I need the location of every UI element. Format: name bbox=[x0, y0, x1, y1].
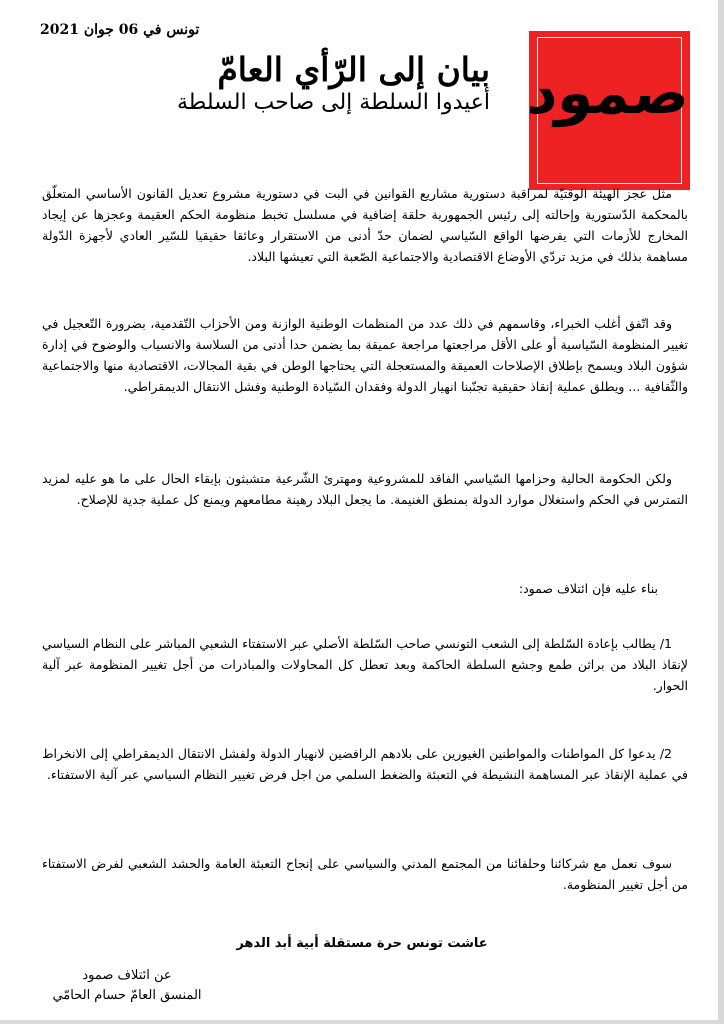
signature-org: عن ائتلاف صمود bbox=[82, 968, 172, 983]
closing-slogan: عاشت تونس حرة مستقلة أبية أبد الدهر bbox=[236, 936, 488, 951]
page-subtitle: أعيدوا السلطة إلى صاحب السلطة bbox=[176, 90, 490, 115]
demand-1: 1/ يطالب بإعادة السّلطة إلى الشعب التونسي صاحب السّلطة الأصلي عبر الاستفتاء الشعبي المباشر على النظام السياسي لإنقاذ البلاد من براثن طمع وجشع السلطة الحاكمة وبعد تعطل كل المحاولات والمبادرات من أجل تغيير المنظومة عبر آلية الحوار. bbox=[42, 636, 688, 693]
paragraph-1: مثل عجز الهيئة الوقتيّة لمراقبة دستورية مشاريع القوانين في البت في دستورية مشروع تعديل القانون الأساسي المتعلّق بالمحكمة الدّستورية وإحالته إلى رئيس الجمهورية حلقة إضافية في مسلسل تخبط منظومة الحكم العقيمة وعجزها عن إيجاد المخارج للأزمات التي يفرضها الواقع السّياسي لضمان حدّ أدنى من الاستقرار وعائقا حقيقيا للسّير العادي لأجهزة الدّولة مساهمة بذلك في مزيد تردّي الأوضاع الاقتصادية والاجتماعية الصّعبة التي تعيشها البلاد. bbox=[42, 186, 688, 264]
paragraph-7: سوف نعمل مع شركائنا وحلفائنا من المجتمع المدني والسياسي على إنجاح التعبئة العامة والحشد الشعبي لفرض الاستفتاء من أجل تغيير المنظومة. bbox=[42, 856, 688, 892]
paragraph-4: بناء عليه فإن ائتلاف صمود: bbox=[518, 581, 658, 596]
logo-wordmark: صمود bbox=[524, 59, 695, 127]
page-edge-bottom bbox=[0, 1020, 724, 1024]
demand-2: 2/ يدعوا كل المواطنات والمواطنين الغيورين على بلادهم الرافضين لانهيار الدولة ولفشل الانتقال الديمقراطي إلى الانخراط في عملية الإنقاذ عبر المساهمة النشيطة في التعبئة والضغط السلمي من اجل فرض تغيير النظام السياسي عبر آلية الاستفتاء. bbox=[42, 746, 688, 782]
document-date: تونس في 06 جوان 2021 bbox=[40, 22, 200, 38]
signature-name: المنسق العامّ حسام الحامّي bbox=[52, 988, 202, 1003]
paragraph-3: ولكن الحكومة الحالية وحزامها السّياسي الفاقد للمشروعية ومهترئ الشّرعية متشبثون بإبقاء الحال على ما هو عليه لمزيد التمترس في الحكم واستغلال موارد الدولة بمنطق الغنيمة. ما يجعل البلاد رهينة مطامعهم ويمنع كل عملية جدية للإصلاح. bbox=[42, 471, 688, 507]
samoud-logo bbox=[524, 31, 695, 190]
page-title: بيان إلى الرّأي العامّ bbox=[217, 50, 490, 89]
signature-block bbox=[52, 966, 202, 1006]
page-edge-right bbox=[718, 0, 724, 1024]
paragraph-2: وقد اتّفق أغلب الخبراء، وقاسمهم في ذلك عدد من المنظمات الوطنية الوازنة ومن الأحزاب التّقدمية، بضرورة التّعجيل في تغيير المنظومة السّياسية أو على الأقل مراجعتها مراجعة عميقة بما يضمن حدا أدنى من السلاسة والانسياب والوضوح في إدارة شؤون البلاد ويسمح بإطلاق الإصلاحات العميقة والمستعجلة التي يحتاجها الوطن في بقية المجالات، الاقتصادية منها والاجتماعية والثّقافية ... ويطلق عملية إنقاذ حقيقية تجنّبنا انهيار الدولة وفقدان السّيادة الوطنية وفشل الانتقال الديمقراطي. bbox=[42, 316, 688, 394]
